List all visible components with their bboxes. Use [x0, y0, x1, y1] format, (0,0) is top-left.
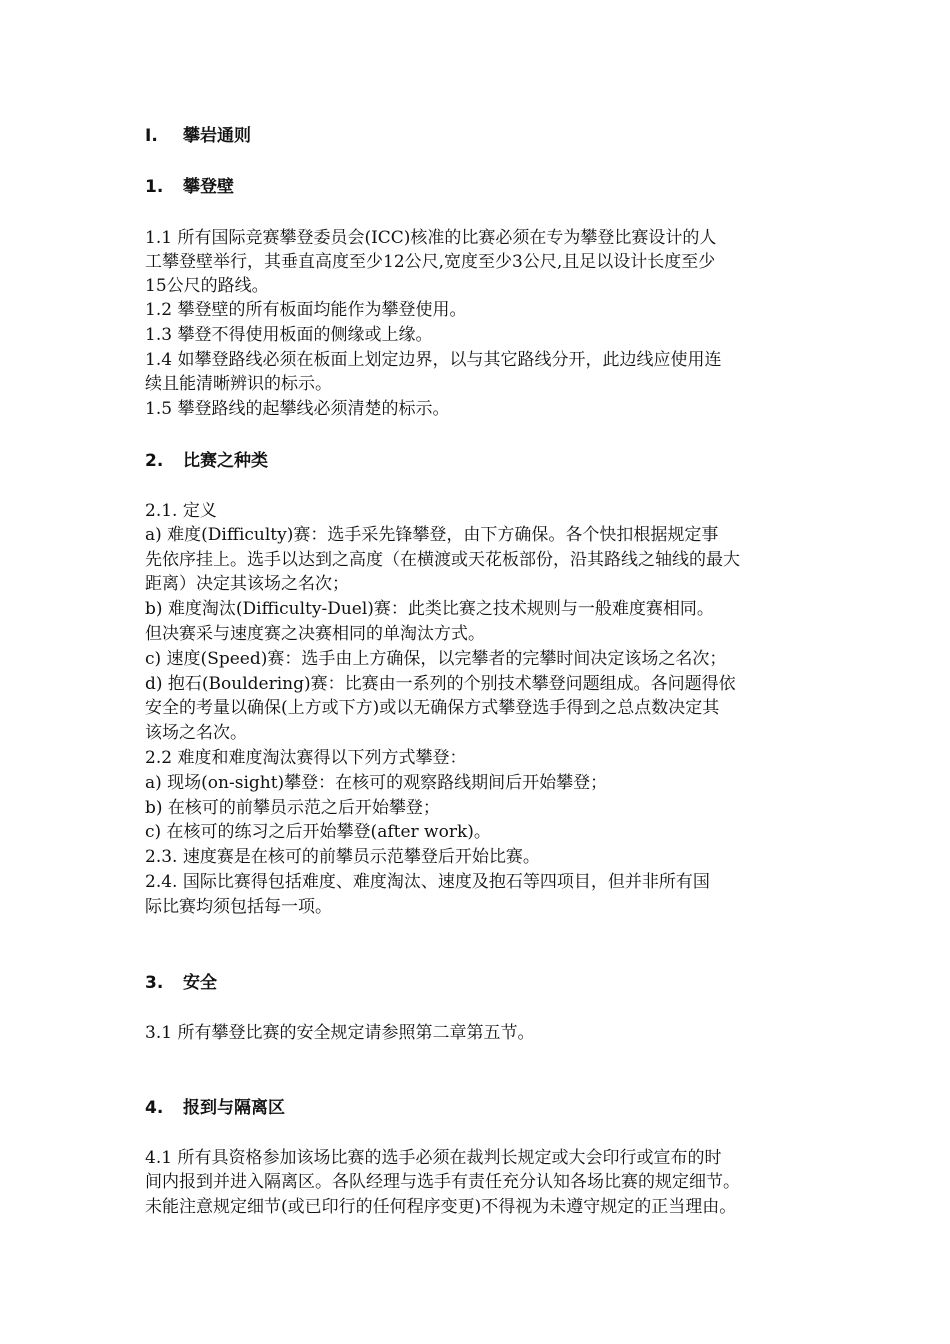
paragraph-line: 间内报到并进入隔离区。各队经理与选手有责任充分认知各场比赛的规定细节。 — [145, 1172, 740, 1192]
section-number: 1. — [145, 177, 164, 197]
paragraph-line: c) 在核可的练习之后开始攀登(after work)。 — [145, 822, 491, 842]
section-title: 安全 — [183, 973, 217, 993]
section-heading-2 — [145, 449, 268, 473]
section-title: 攀登壁 — [183, 177, 234, 197]
paragraph-line: 1.5 攀登路线的起攀线必须清楚的标示。 — [145, 399, 450, 419]
paragraph-line: 15公尺的路线。 — [145, 276, 269, 296]
paragraph-line: 距离）决定其该场之名次； — [145, 574, 349, 594]
section-heading-4 — [145, 1096, 285, 1120]
paragraph-line: 2.2 难度和难度淘汰赛得以下列方式攀登： — [145, 748, 467, 768]
paragraph-line: 1.1 所有国际竞赛攀登委员会(ICC)核准的比赛必须在专为攀登比赛设计的人 — [145, 228, 717, 248]
paragraph-line: 安全的考量以确保(上方或下方)或以无确保方式攀登选手得到之总点数决定其 — [145, 698, 720, 718]
section-heading-3 — [145, 971, 217, 995]
paragraph-line: 该场之名次。 — [145, 723, 247, 743]
paragraph-line: 续且能清晰辨识的标示。 — [145, 374, 332, 394]
section-number: 4. — [145, 1098, 164, 1118]
paragraph-line: 3.1 所有攀登比赛的安全规定请参照第二章第五节。 — [145, 1023, 535, 1043]
paragraph-line: 工攀登壁举行，其垂直高度至少12公尺,宽度至少3公尺,且足以设计长度至少 — [145, 252, 716, 272]
chapter-title: 攀岩通则 — [183, 126, 251, 146]
paragraph-line: 1.4 如攀登路线必须在板面上划定边界，以与其它路线分开，此边线应使用连 — [145, 350, 722, 370]
paragraph-line: 未能注意规定细节(或已印行的任何程序变更)不得视为未遵守规定的正当理由。 — [145, 1197, 737, 1217]
section-title: 比赛之种类 — [183, 451, 268, 471]
section-number: 2. — [145, 451, 164, 471]
paragraph-line: a) 难度(Difficulty)赛：选手采先锋攀登，由下方确保。各个快扣根据规定事 — [145, 525, 719, 545]
paragraph-line: 2.1. 定义 — [145, 501, 217, 521]
section-title: 报到与隔离区 — [183, 1098, 285, 1118]
paragraph-line: b) 难度淘汰(Difficulty-Duel)赛：此类比赛之技术规则与一般难度赛相同。 — [145, 599, 714, 619]
chapter-heading — [145, 124, 251, 148]
paragraph-line: d) 抱石(Bouldering)赛：比赛由一系列的个别技术攀登问题组成。各问题得依 — [145, 674, 736, 694]
paragraph-line: 1.3 攀登不得使用板面的侧缘或上缘。 — [145, 325, 433, 345]
paragraph-line: 1.2 攀登壁的所有板面均能作为攀登使用。 — [145, 300, 467, 320]
paragraph-line: 4.1 所有具资格参加该场比赛的选手必须在裁判长规定或大会印行或宣布的时 — [145, 1148, 722, 1168]
section-heading-1 — [145, 175, 234, 199]
section-number: 3. — [145, 973, 164, 993]
paragraph-line: 2.3. 速度赛是在核可的前攀员示范攀登后开始比赛。 — [145, 847, 540, 867]
paragraph-line: a) 现场(on-sight)攀登：在核可的观察路线期间后开始攀登； — [145, 773, 608, 793]
paragraph-line: 2.4. 国际比赛得包括难度、难度淘汰、速度及抱石等四项目，但并非所有国 — [145, 872, 710, 892]
paragraph-line: 际比赛均须包括每一项。 — [145, 897, 332, 917]
chapter-number: I. — [145, 126, 158, 146]
paragraph-line: b) 在核可的前攀员示范之后开始攀登； — [145, 798, 440, 818]
paragraph-line: 先依序挂上。选手以达到之高度（在横渡或天花板部份，沿其路线之轴线的最大 — [145, 550, 740, 570]
paragraph-line: 但决赛采与速度赛之决赛相同的单淘汰方式。 — [145, 624, 485, 644]
paragraph-line: c) 速度(Speed)赛：选手由上方确保，以完攀者的完攀时间决定该场之名次； — [145, 649, 727, 669]
